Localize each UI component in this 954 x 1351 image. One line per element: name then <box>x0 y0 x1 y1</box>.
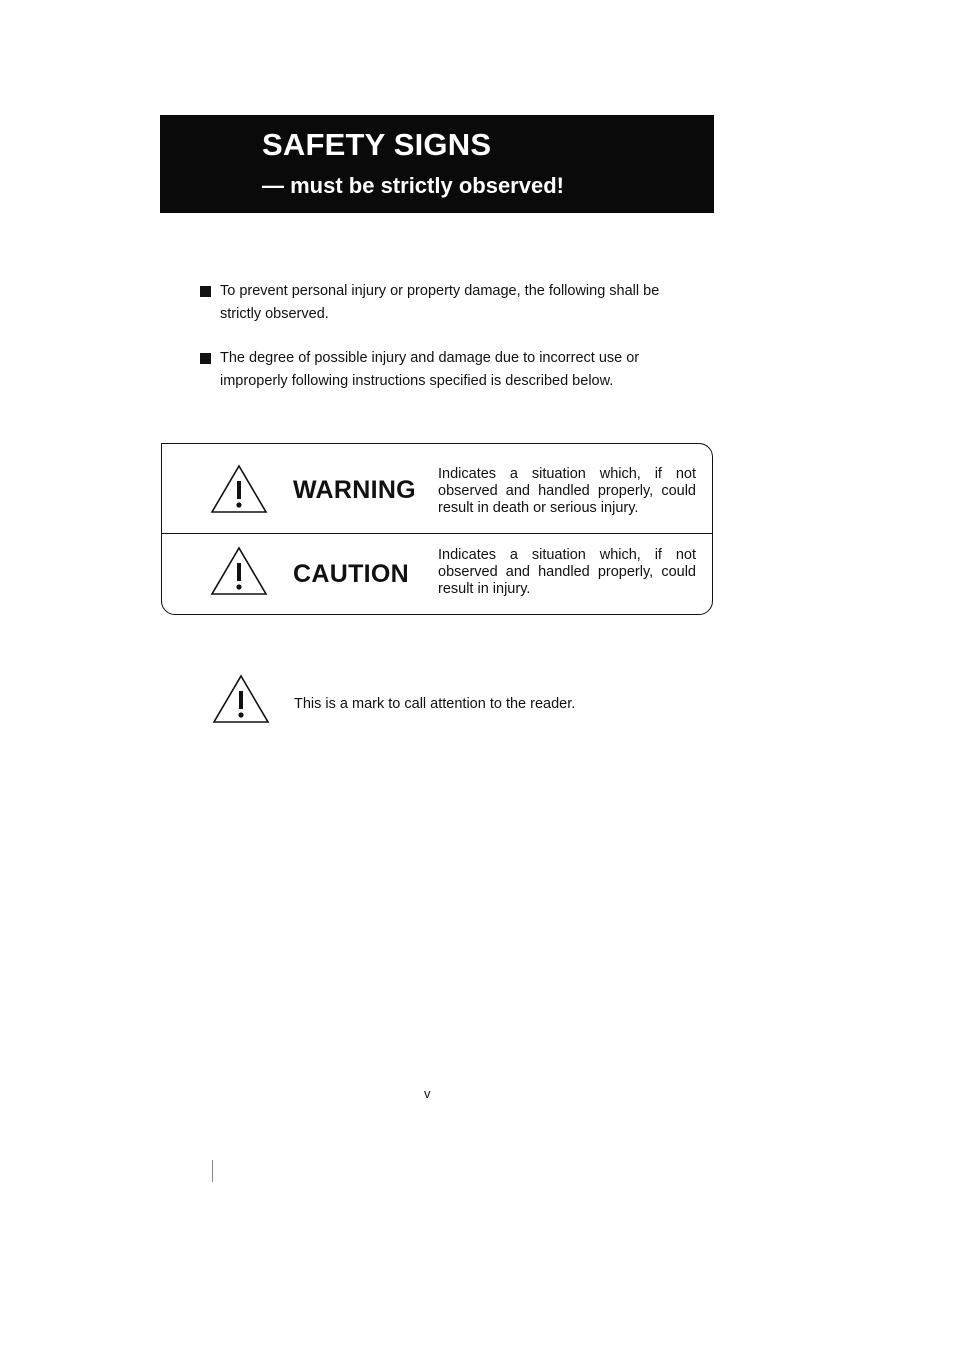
square-bullet-icon <box>200 353 211 364</box>
warning-triangle-icon <box>210 464 268 514</box>
warning-description: Indicates a situation which, if not observed and handled properly, could result in death or serious injury. <box>438 466 696 516</box>
page-number: v <box>424 1086 431 1101</box>
bullet-item <box>200 280 700 326</box>
page-header <box>160 115 714 213</box>
bullet-text: The degree of possible injury and damage due to incorrect use or improperly following instructions specified is described below. <box>220 350 640 389</box>
caution-label: CAUTION <box>293 560 409 588</box>
attention-text: This is a mark to call attention to the reader. <box>294 696 576 712</box>
attention-mark-section <box>212 674 712 724</box>
caution-triangle-icon <box>210 546 268 596</box>
page-subtitle: — must be strictly observed! <box>262 173 564 198</box>
caution-row <box>162 534 712 620</box>
bullet-text: To prevent personal injury or property damage, the following shall be strictly observed. <box>220 283 660 322</box>
square-bullet-icon <box>200 286 211 297</box>
scan-edge-mark <box>212 1160 213 1182</box>
warning-label: WARNING <box>293 476 416 504</box>
caution-description: Indicates a situation which, if not observed and handled properly, could result in injury. <box>438 547 696 597</box>
intro-bullets <box>200 280 700 414</box>
attention-triangle-icon <box>212 674 270 724</box>
warning-row <box>162 444 712 530</box>
bullet-item <box>200 347 700 393</box>
safety-signs-box <box>161 443 713 615</box>
page-title: SAFETY SIGNS <box>262 127 492 162</box>
